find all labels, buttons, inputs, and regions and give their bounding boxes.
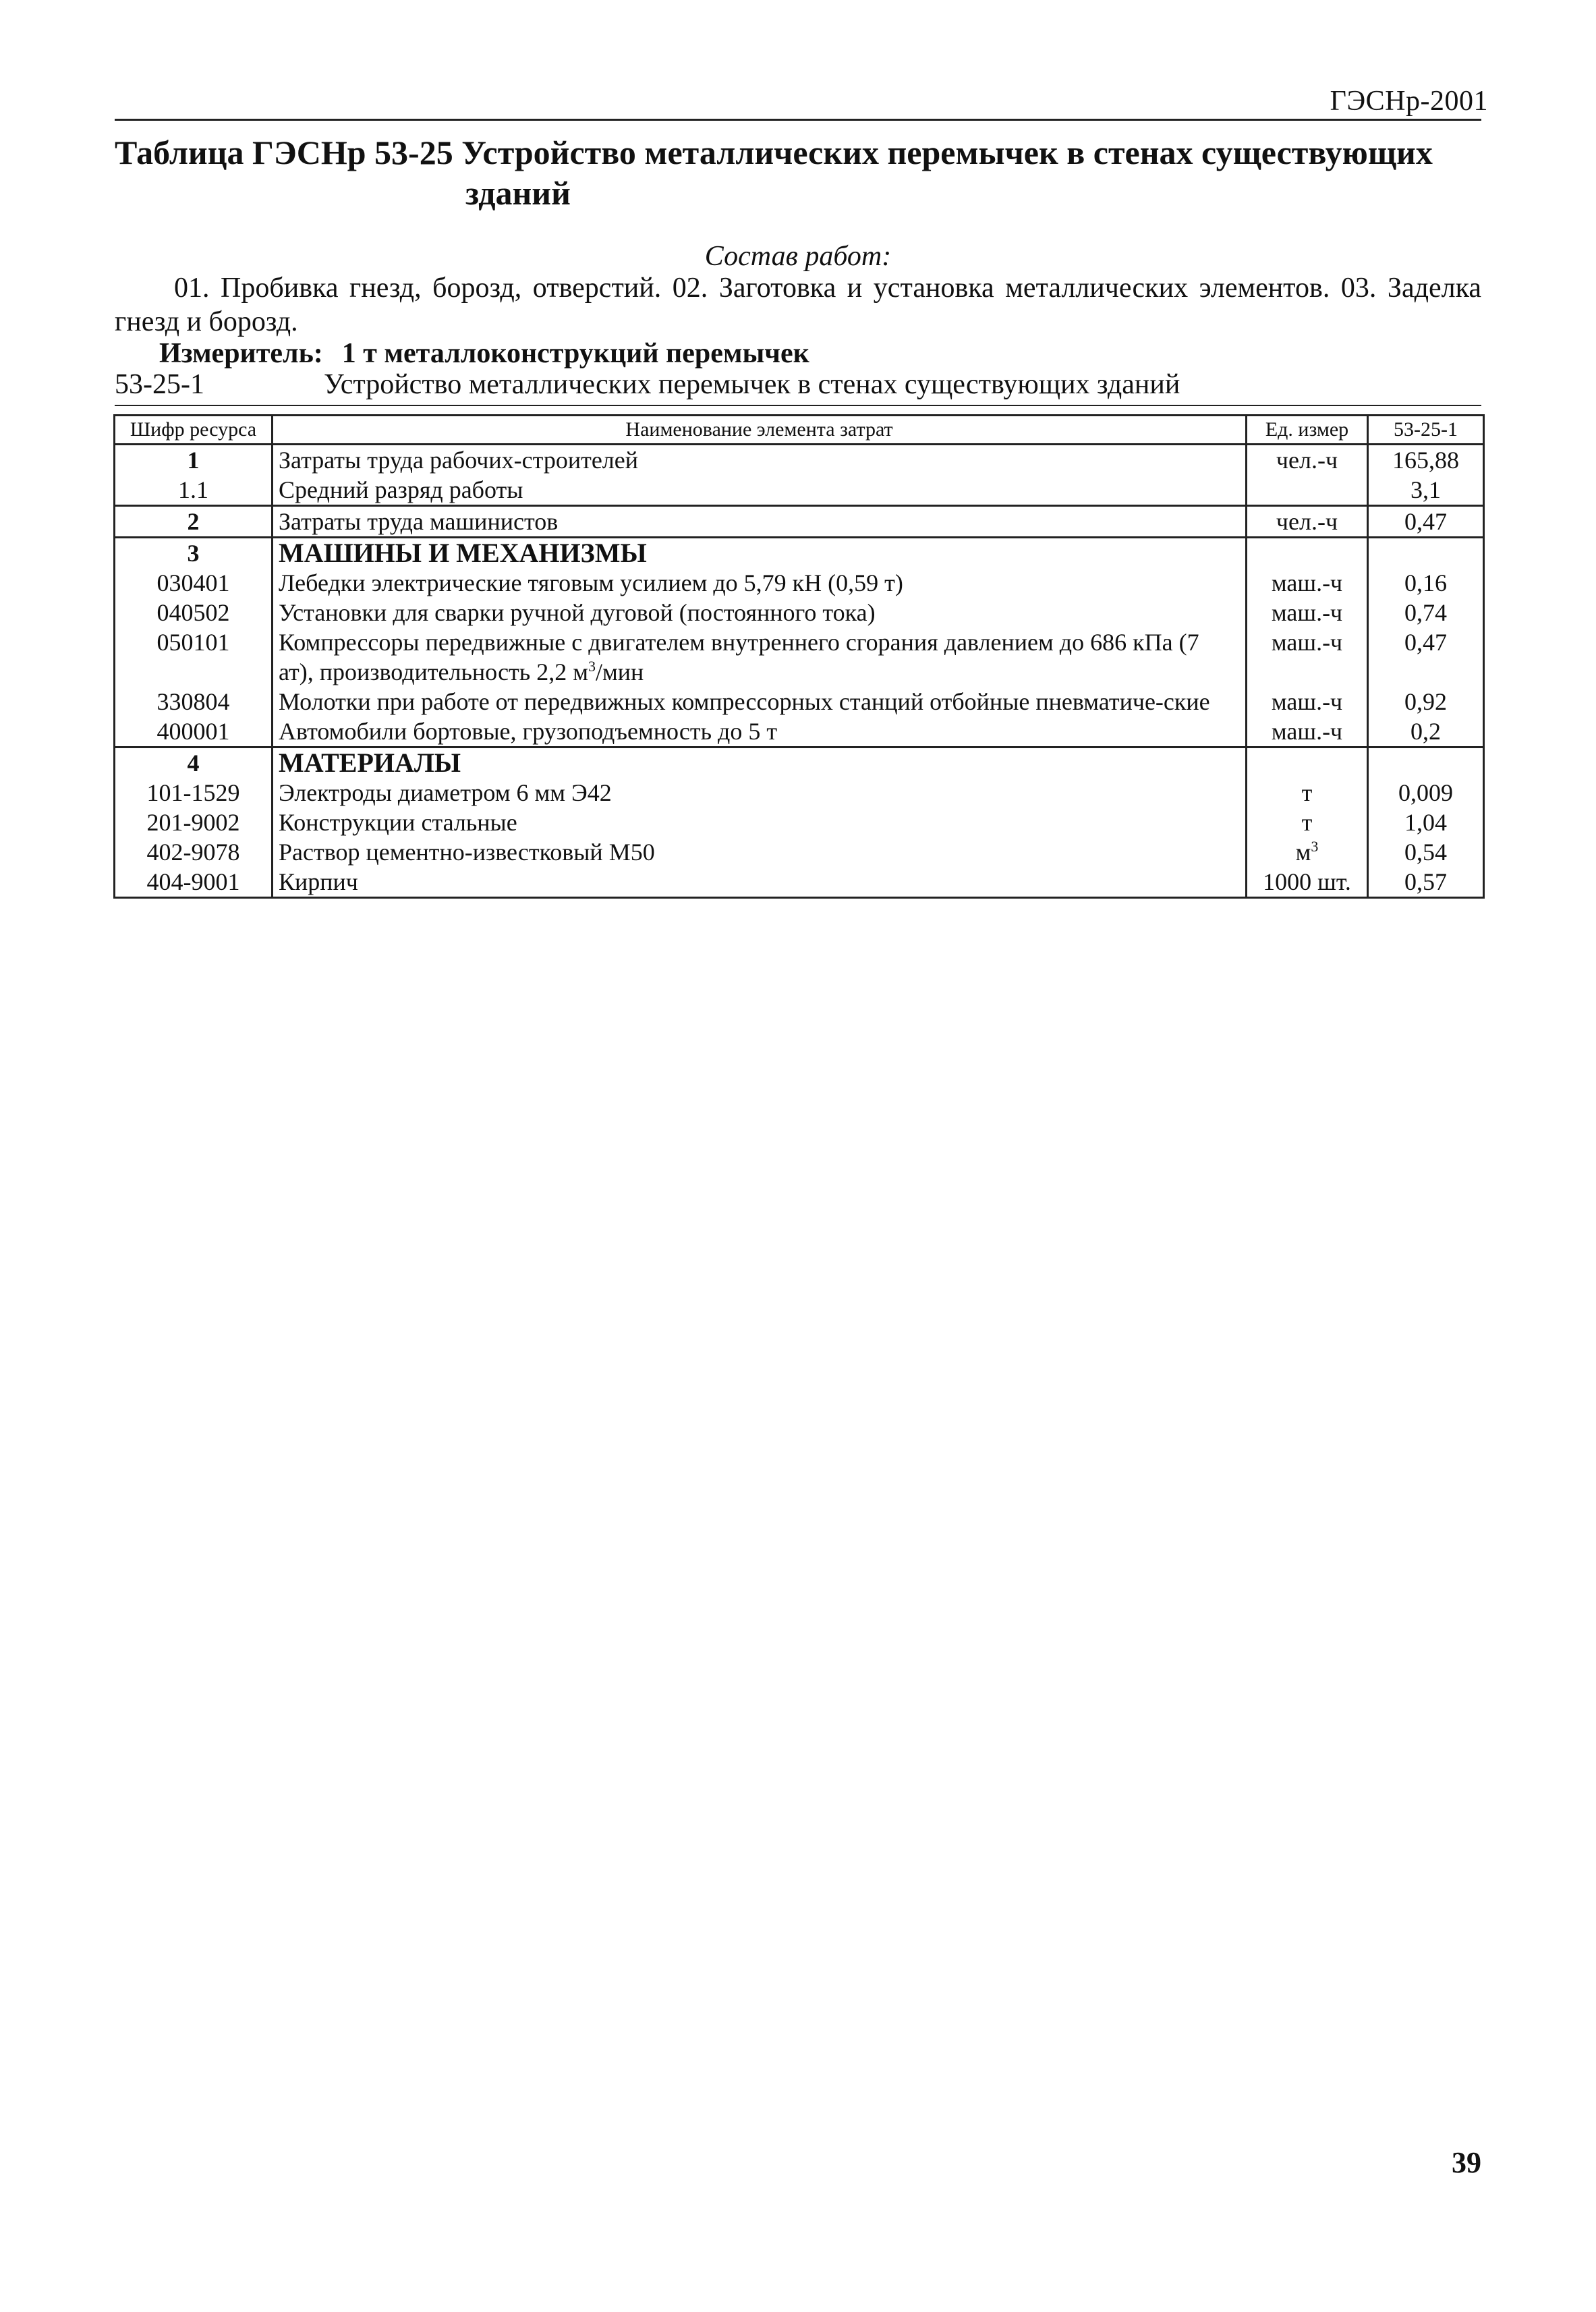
row-code: 2 — [115, 506, 273, 538]
header-value: 53-25-1 — [1368, 416, 1484, 445]
section-code: 3 — [115, 538, 273, 569]
row-name: Автомобили бортовые, грузоподъемность до 5 т — [273, 716, 1247, 748]
row-value: 0,47 — [1368, 506, 1484, 538]
table-row — [115, 627, 1484, 687]
table-row — [115, 716, 1484, 748]
section-row — [115, 748, 1484, 779]
header-name: Наименование элемента затрат — [273, 416, 1247, 445]
norm-row — [115, 368, 1180, 402]
table-row — [115, 475, 1484, 506]
row-code: 201-9002 — [115, 808, 273, 837]
row-unit — [1247, 538, 1368, 569]
row-value: 0,009 — [1368, 778, 1484, 808]
row-code: 050101 — [115, 627, 273, 687]
norm-name: Устройство металлических перемычек в стенах существующих зданий — [324, 369, 1180, 400]
row-unit: т — [1247, 808, 1368, 837]
row-name — [273, 627, 1247, 687]
table-row — [115, 568, 1484, 598]
table-header-row — [115, 416, 1484, 445]
norm-underline — [115, 405, 1481, 406]
table-row — [115, 837, 1484, 867]
row-code: 1 — [115, 445, 273, 476]
resource-table — [113, 414, 1485, 899]
row-code: 030401 — [115, 568, 273, 598]
table-row — [115, 598, 1484, 627]
row-value: 0,47 — [1368, 627, 1484, 687]
table-title-line-1: Таблица ГЭСНр 53-25 Устройство металлических перемычек в стенах существующих — [115, 134, 1433, 171]
row-code: 330804 — [115, 687, 273, 716]
row-value: 0,57 — [1368, 867, 1484, 898]
row-unit: маш.-ч — [1247, 627, 1368, 687]
row-value: 0,54 — [1368, 837, 1484, 867]
row-unit: 1000 шт. — [1247, 867, 1368, 898]
row-code: 040502 — [115, 598, 273, 627]
row-name: Лебедки электрические тяговым усилием до 5,79 кН (0,59 т) — [273, 568, 1247, 598]
row-unit — [1247, 748, 1368, 779]
row-name-text: Компрессоры передвижные с двигателем внутреннего сгорания давлением до 686 кПа (7 ат), производительность 2,2 м — [279, 629, 1199, 685]
header-code: Шифр ресурса — [115, 416, 273, 445]
row-name: Затраты труда машинистов — [273, 506, 1247, 538]
row-name-suffix: /мин — [595, 658, 644, 685]
row-value: 1,04 — [1368, 808, 1484, 837]
works-heading: Состав работ: — [704, 241, 892, 272]
norm-code: 53-25-1 — [115, 369, 204, 400]
superscript: 3 — [588, 658, 596, 675]
section-title: МАТЕРИАЛЫ — [273, 748, 1247, 779]
row-value: 165,88 — [1368, 445, 1484, 476]
row-value: 0,16 — [1368, 568, 1484, 598]
row-unit: маш.-ч — [1247, 568, 1368, 598]
table-title — [115, 132, 1481, 213]
row-unit: маш.-ч — [1247, 687, 1368, 716]
measure-label: Измеритель: — [159, 338, 323, 369]
table-row — [115, 778, 1484, 808]
row-value: 0,74 — [1368, 598, 1484, 627]
row-code: 101-1529 — [115, 778, 273, 808]
row-value: 3,1 — [1368, 475, 1484, 506]
section-title: МАШИНЫ И МЕХАНИЗМЫ — [273, 538, 1247, 569]
section-code: 4 — [115, 748, 273, 779]
table-row — [115, 867, 1484, 898]
table-row — [115, 506, 1484, 538]
row-name: Затраты труда рабочих-строителей — [273, 445, 1247, 476]
row-name: Средний разряд работы — [273, 475, 1247, 506]
row-unit: маш.-ч — [1247, 598, 1368, 627]
row-unit — [1247, 837, 1368, 867]
row-code: 402-9078 — [115, 837, 273, 867]
row-name: Установки для сварки ручной дуговой (постоянного тока) — [273, 598, 1247, 627]
unit-text: м — [1295, 839, 1311, 866]
row-unit: маш.-ч — [1247, 716, 1368, 748]
row-name: Кирпич — [273, 867, 1247, 898]
row-unit: чел.-ч — [1247, 506, 1368, 538]
measure-value: 1 т металлоконструкций перемычек — [341, 338, 809, 369]
row-value — [1368, 748, 1484, 779]
table-row — [115, 445, 1484, 476]
row-value — [1368, 538, 1484, 569]
works-description: 01. Пробивка гнезд, борозд, отверстий. 02. Заготовка и установка металлических элементов. 03. Заделка гнезд и борозд. — [115, 273, 1481, 337]
measure-unit — [159, 337, 809, 370]
table-row — [115, 687, 1484, 716]
header-rule — [115, 119, 1481, 121]
row-name: Раствор цементно-известковый М50 — [273, 837, 1247, 867]
row-name: Конструкции стальные — [273, 808, 1247, 837]
row-unit: т — [1247, 778, 1368, 808]
header-unit: Ед. измер — [1247, 416, 1368, 445]
page-number: 39 — [1452, 2146, 1481, 2179]
row-code: 404-9001 — [115, 867, 273, 898]
row-code: 1.1 — [115, 475, 273, 506]
row-unit: чел.-ч — [1247, 445, 1368, 476]
superscript: 3 — [1311, 838, 1319, 855]
document-code: ГЭСНр-2001 — [1330, 86, 1488, 117]
section-row — [115, 538, 1484, 569]
row-value: 0,92 — [1368, 687, 1484, 716]
table-row — [115, 808, 1484, 837]
row-value: 0,2 — [1368, 716, 1484, 748]
row-code: 400001 — [115, 716, 273, 748]
table-title-line-2: зданий — [465, 174, 571, 212]
row-name: Электроды диаметром 6 мм Э42 — [273, 778, 1247, 808]
row-name: Молотки при работе от передвижных компрессорных станций отбойные пневматиче-ские — [273, 687, 1247, 716]
row-unit — [1247, 475, 1368, 506]
